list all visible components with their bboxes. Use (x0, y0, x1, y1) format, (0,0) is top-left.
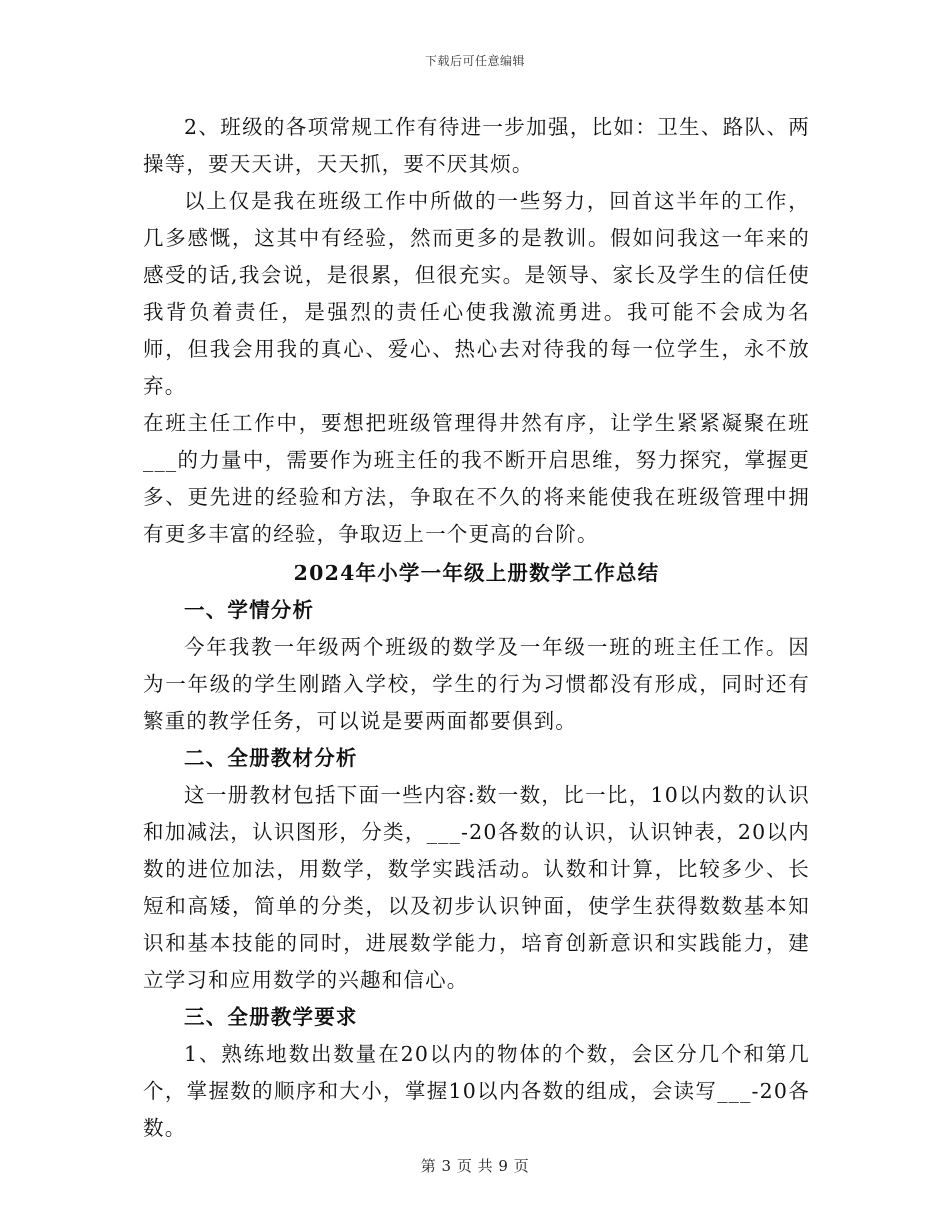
paragraph-reflection: 以上仅是我在班级工作中所做的一些努力，回首这半年的工作，几多感慨，这其中有经验，然而更多的是教训。假如问我这一年来的感受的话,我会说，是很累，但很充实。是领导、家长及学生的信任使我背负着责任，是强烈的责任心使我激流勇进。我可能不会成为名师，但我会用我的真心、爱心、热心去对待我的每一位学生，永不放弃。 (143, 189, 810, 398)
document-body (143, 109, 810, 1147)
paragraph-class-management: 在班主任工作中，要想把班级管理得井然有序，让学生紧紧凝聚在班___的力量中，需要作为班主任的我不断开启思维，努力探究，掌握更多、更先进的经验和方法，争取在不久的将来能使我在班级管理中拥有更多丰富的经验，争取迈上一个更高的台阶。 (143, 411, 810, 546)
paragraph-textbook-analysis: 这一册教材包括下面一些内容:数一数，比一比，10以内数的认识和加减法，认识图形，分类，___-20各数的认识，认识钟表，20以内数的进位加法，用数学，数学实践活动。认数和计算，比较多少、长短和高矮，简单的分类，以及初步认识钟面，使学生获得数数基本知识和基本技能的同时，进展数学能力，培育创新意识和实践能力，建立学习和应用数学的兴趣和信心。 (143, 783, 810, 992)
page-footer: 第 3 页 共 9 页 (420, 1157, 530, 1175)
section-heading-student-analysis: 一、学情分析 (184, 598, 315, 622)
paragraph-student-analysis: 今年我教一年级两个班级的数学及一年级一班的班主任工作。因为一年级的学生刚踏入学校，学生的行为习惯都没有形成，同时还有繁重的教学任务，可以说是要两面都要俱到。 (143, 635, 810, 733)
section-heading-teaching-requirements: 三、全册教学要求 (184, 1005, 358, 1029)
paragraph-routine-work: 2、班级的各项常规工作有待进一步加强，比如：卫生、路队、两操等，要天天讲，天天抓，要不厌其烦。 (143, 115, 810, 176)
section-heading-textbook-analysis: 二、全册教材分析 (184, 746, 358, 770)
document-title: 2024年小学一年级上册数学工作总结 (293, 561, 660, 585)
page-header: 下载后可任意编辑 (424, 54, 525, 68)
paragraph-teaching-requirements: 1、熟练地数出数量在20以内的物体的个数，会区分几个和第几个，掌握数的顺序和大小，掌握10以内各数的组成，会读写___-20各数。 (143, 1042, 810, 1140)
